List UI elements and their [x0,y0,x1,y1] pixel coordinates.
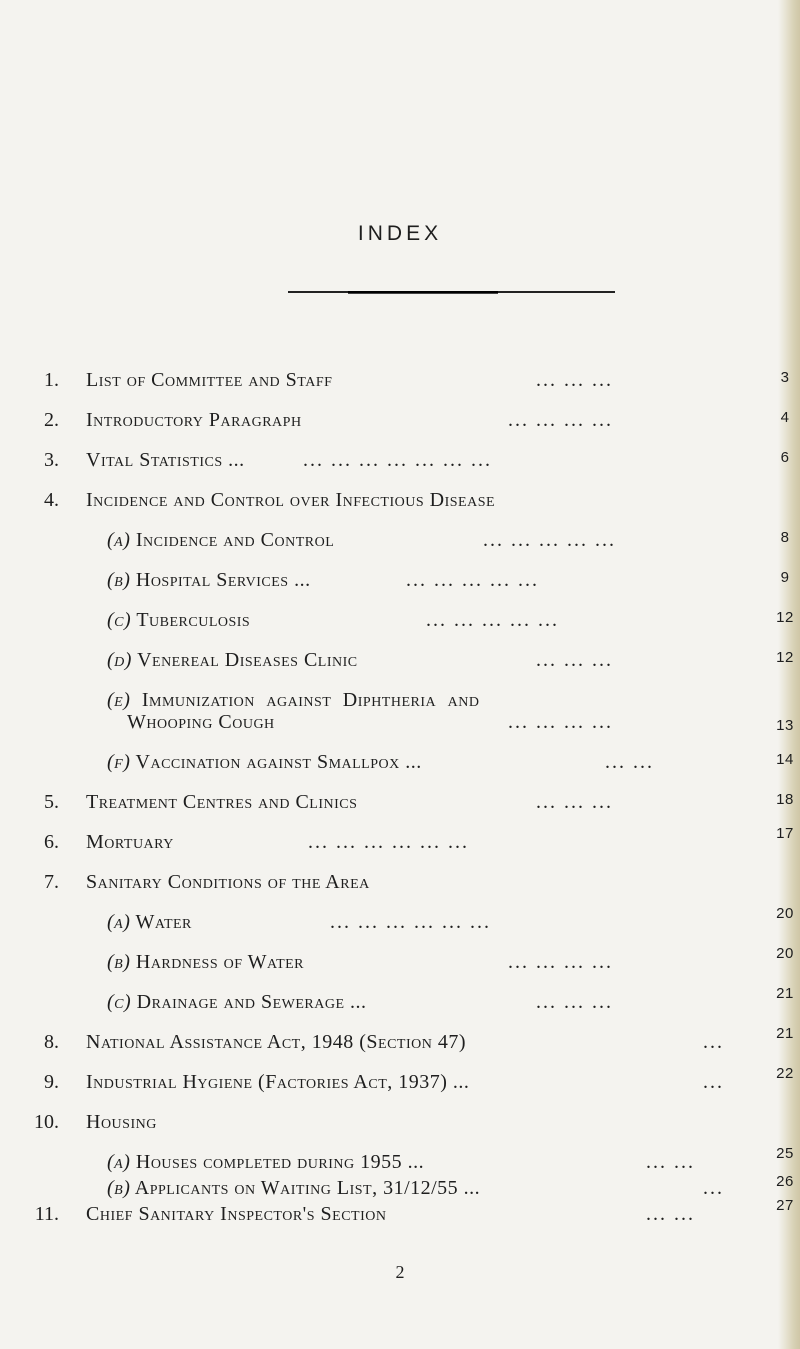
leader-dots: ... ... ... [536,991,613,1013]
index-entry [0,450,800,490]
entry-page: 27 [776,1197,794,1214]
leader-dots: ... [703,1071,724,1093]
entry-number: 7. [44,871,59,893]
index-entry [0,570,800,610]
entry-page: 25 [776,1145,794,1162]
leader-dots: ... ... ... ... [508,711,613,733]
index-entry [0,370,800,410]
entry-number: 9. [44,1071,59,1093]
index-entry [0,872,800,912]
entry-page: 6 [780,449,790,466]
entry-label: List of Committee and Staff [86,369,333,391]
index-title: INDEX [357,222,443,245]
entry-page: 13 [776,717,794,734]
index-entry [0,530,800,570]
entry-page: 14 [776,751,794,768]
index-entry [0,752,800,792]
entry-label: Incidence and Control over Infectious Disease [86,489,496,511]
leader-dots: ... ... [605,751,654,773]
index-entry [0,490,800,530]
entry-page: 20 [776,945,794,962]
entry-page: 4 [780,409,790,426]
index-entry [0,792,800,832]
entry-page: 20 [776,905,794,922]
index-entry [0,945,800,992]
index-entry [0,985,800,1032]
index-entry [0,1025,800,1072]
entry-label: Introductory Paragraph [86,409,302,431]
entry-page: 17 [776,825,794,842]
leader-dots: ... ... ... ... ... [426,609,559,631]
leader-dots: ... ... ... ... ... [406,569,539,591]
index-entry [0,905,800,952]
entry-page: 18 [776,791,794,808]
entry-number: 6. [44,831,59,853]
index-entry [0,650,800,690]
entry-label: Industrial Hygiene (Factories Act, 1937) ... [86,1071,470,1093]
leader-dots: ... ... [646,1203,695,1225]
entry-page: 21 [776,1025,794,1042]
leader-dots: ... ... ... ... ... ... ... [303,449,492,471]
entry-label: Vital Statistics ... [86,449,245,471]
leader-dots: ... ... ... [536,649,613,671]
index-entry-continuation [0,712,800,752]
leader-dots: ... ... ... ... ... ... [308,831,469,853]
index-entry [0,825,800,872]
entry-label: (c) Tuberculosis [107,609,251,631]
entry-page: 21 [776,985,794,1002]
leader-dots: ... ... ... [536,791,613,813]
entry-label: Chief Sanitary Inspector's Section [86,1203,387,1225]
leader-dots: ... ... ... ... ... [483,529,616,551]
index-entry [0,410,800,450]
entry-page: 8 [780,529,790,546]
title-rule [288,291,615,293]
entry-number: 3. [44,449,59,471]
index-entry [0,1197,800,1244]
entry-number: 5. [44,791,59,813]
entry-label: Whooping Cough [127,711,275,733]
page-number: 2 [395,1262,405,1282]
entry-page: 12 [776,649,794,666]
entry-label: (d) Venereal Diseases Clinic [107,649,358,671]
entry-page: 12 [776,609,794,626]
entry-number: 1. [44,369,59,391]
entry-label: Mortuary [86,831,174,853]
index-entry [0,1065,800,1112]
leader-dots: ... ... ... ... ... ... [330,911,491,933]
index-entry [0,1112,800,1152]
index-entry [0,610,800,650]
entry-label: (a) Incidence and Control [107,529,335,551]
leader-dots: ... [703,1031,724,1053]
leader-dots: ... [703,1177,724,1199]
entry-label: Sanitary Conditions of the Area [86,871,370,893]
entry-label: (b) Hospital Services ... [107,569,311,591]
entry-label: (a) Water [107,911,192,933]
entry-label: (a) Houses completed during 1955 ... [107,1151,425,1173]
entry-number: 11. [34,1203,59,1225]
leader-dots: ... ... [646,1151,695,1173]
leader-dots: ... ... ... ... [508,409,613,431]
entry-page: 9 [780,569,790,586]
entry-number: 8. [44,1031,59,1053]
entry-label: Treatment Centres and Clinics [86,791,358,813]
entry-page: 26 [776,1173,794,1190]
entry-number: 10. [34,1111,59,1133]
leader-dots: ... ... ... [536,369,613,391]
entry-label: (f) Vaccination against Smallpox ... [107,751,422,773]
entry-label: National Assistance Act, 1948 (Section 47) [86,1031,466,1053]
leader-dots: ... ... ... ... [508,951,613,973]
entry-page: 22 [776,1065,794,1082]
entry-label: (b) Applicants on Waiting List, 31/12/55 ... [107,1177,481,1199]
entry-label: Housing [86,1111,157,1133]
entry-label: (b) Hardness of Water [107,951,305,973]
entry-number: 2. [44,409,59,431]
entry-number: 4. [44,489,59,511]
entry-page: 3 [780,369,790,386]
entry-label: (e) Immunization against Diphtheria and [107,689,480,711]
entry-label: (c) Drainage and Sewerage ... [107,991,367,1013]
